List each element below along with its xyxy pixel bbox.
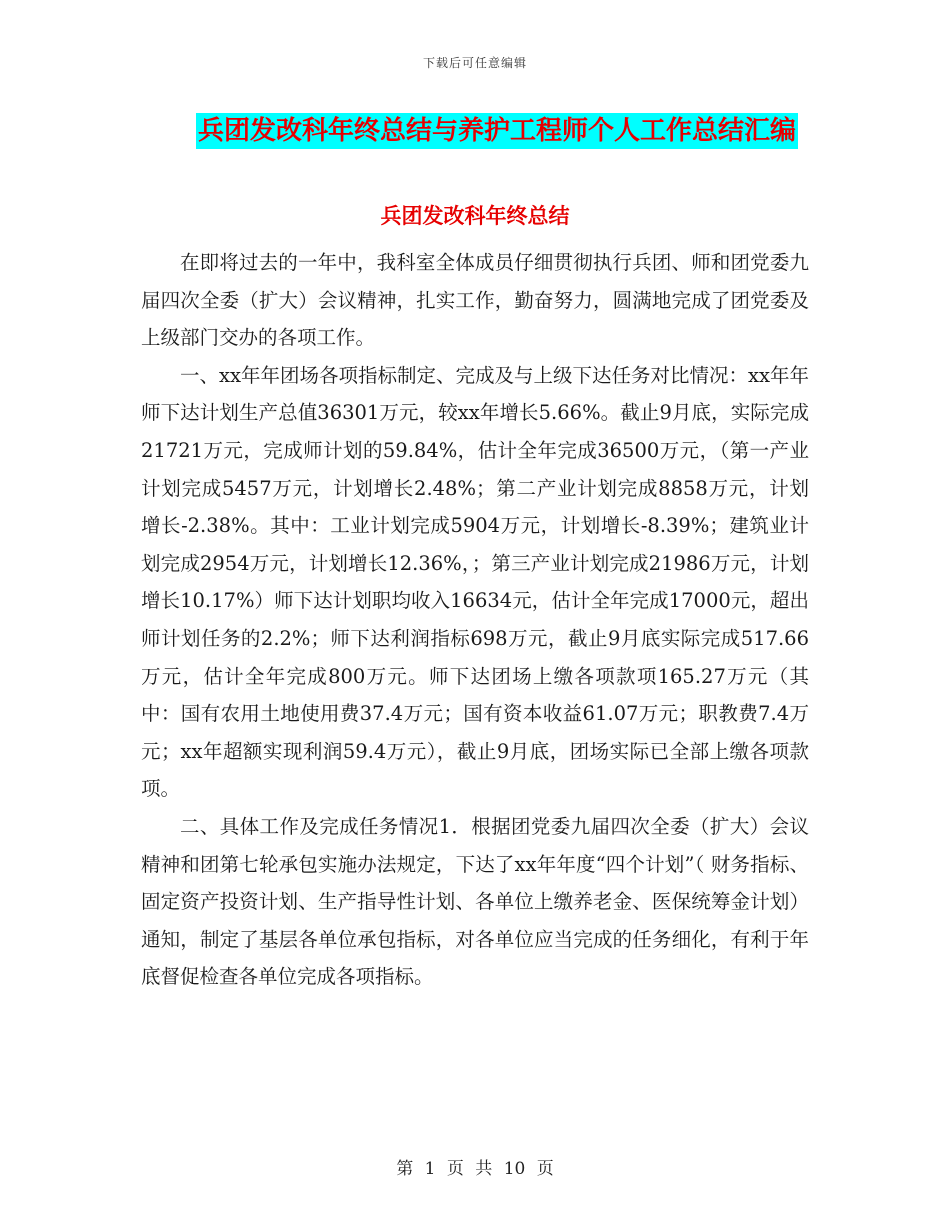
paragraph-tasks: 二、具体工作及完成任务情况1．根据团党委九届四次全委（扩大）会议精神和团第七轮承包实施办法规定，下达了xx年年度“四个计划”（ 财务指标、固定资产投资计划、生产指导性计划、各单位上缴养老金、医保统筹金计划）通知，制定了基层各单位承包指标，对各单位应当完成的任务细化，有利于年底督促检查各单位完成各项指标。	[141, 814, 809, 989]
document-body	[141, 244, 809, 996]
section-title: 兵团发改科年终总结	[380, 203, 570, 228]
paragraph-indicators: 一、xx年年团场各项指标制定、完成及与上级下达任务对比情况：xx年年师下达计划生产总值36301万元，较xx年增长5.66%。截止9月底，实际完成21721万元，完成师计划的59.84%，估计全年完成36500万元，（第一产业计划完成5457万元，计划增长2.48%；第二产业计划完成8858万元，计划增长-2.38%。其中：工业计划完成5904万元，计划增长-8.39%；建筑业计划完成2954万元，计划增长12.36%，；第三产业计划完成21986万元，计划增长10.17%）师下达计划职均收入16634元，估计全年完成17000元，超出师计划任务的2.2%；师下达利润指标698万元，截止9月底实际完成517.66万元，估计全年完成800万元。师下达团场上缴各项款项165.27万元（其中：国有农用土地使用费37.4万元；国有资本收益61.07万元；职教费7.4万元；xx年超额实现利润59.4万元），截止9月底，团场实际已全部上缴各项款项。	[141, 363, 809, 801]
header-note: 下载后可任意编辑	[422, 56, 527, 70]
paragraph-intro: 在即将过去的一年中，我科室全体成员仔细贯彻执行兵团、师和团党委九届四次全委（扩大）会议精神，扎实工作，勤奋努力，圆满地完成了团党委及上级部门交办的各项工作。	[141, 251, 809, 350]
document-title-wrapper	[0, 113, 950, 149]
document-title: 兵团发改科年终总结与养护工程师个人工作总结汇编	[196, 113, 798, 149]
page-footer: 第 1 页 共 10 页	[396, 1159, 554, 1179]
